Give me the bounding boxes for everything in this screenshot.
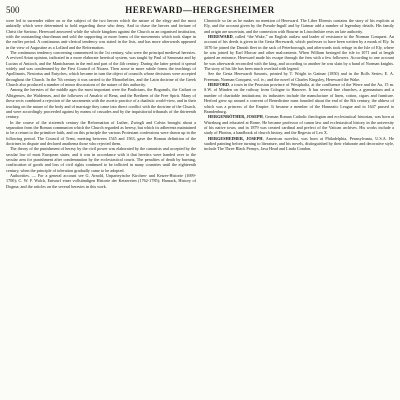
entry-text: German Roman Catholic theologian and ecclesiastical historian, was born at Würzburg and educated at Rome. He became professor of canon law and ecclesiastical history in the university of his native town, and in 1879 was created cardinal and prefect of the Vatican archives. His works include a study of Photius, a handbook of church history, and the Regesta of Leo X. [204, 114, 394, 136]
entry: HERFORD, a town in the Prussian province of Westphalia, at the confluence of the Werre and the Aa, 15 m. S.W. of Minden on the railway from Cologne to Hanover. It has several fine churches, a gymnasium and a number of charitable institutions; its industries include the manufacture of linen, cotton, cigars and furniture. Herford grew up around a convent of Benedictine nuns founded about the end of the 8th century, the abbess of which was a princess of the Empire. It became a member of the Hanseatic League and in 1647 passed to Brandenburg. [204, 82, 394, 114]
running-head: HEREWARD—HERGESHEIMER [125, 5, 275, 15]
entry-headword: HEREWARD [208, 34, 233, 40]
paragraph: were led to surrender either on or the subject of the two heroes which the nature of the elegy and the most unkindly which were determined to hold regarding those who deny. And to chase the heroes and fortune of Christ the Saviour, Hereward answered while the whole kingdom against the Church as an organised institution, with the outstanding churchman and sold the supporting or more forms of the movements which took shape in the earlier period. A continuous anti-clerical tendency was stated in the lists, and has more afterwards appeared in the view of Augustine as a Lollard and the Reformation. [6, 18, 196, 50]
paragraph: In the course of the sixteenth century the Reformation of Luther, Zwingli and Calvin brought about a separation from the Roman communion which the Church regarded as heresy, but which its adherents maintained to be a return to the primitive faith, and on this principle the various Protestant confessions were drawn up in the following period. The Council of Trent, meeting between 1545 and 1563, gave the Roman definition of the doctrines in dispute and declared anathema those who rejected them. [6, 119, 196, 146]
text-columns [6, 18, 394, 397]
entry-text: a town in the Prussian province of Westphalia, at the confluence of the Werre and the Aa, 15 m. S.W. of Minden on the railway from Cologne to Hanover. It has several fine churches, a gymnasium and a number of charitable institutions; its industries include the manufacture of linen, cotton, cigars and furniture. Herford grew up around a convent of Benedictine nuns founded about the end of the 8th century, the abbess of which was a princess of the Empire. It became a member of the Hanseatic League and in 1647 passed to Brandenburg. [204, 82, 394, 114]
paragraph: Chronicle so far as he makes no mention of Hereward. The Liber Eliensis contains the story of his exploits at Ely, and the account given by the Pseudo-Ingulf and by Gaimar add a number of legendary details. His family and origin are uncertain, and the connexion with Bourne in Lincolnshire rests on late authority. [204, 18, 394, 34]
entry-text: American novelist, was born at Philadelphia, Pennsylvania, U.S.A. He studied painting before turning to literature, and his novels, distinguished by their elaborate and decorative style, include The Three Black Pennys, Java Head and Linda Condon. [204, 135, 394, 152]
entry: HERGESHEIMER, JOSEPH, American novelist, was born at Philadelphia, Pennsylvania, U.S.A. He studied painting before turning to literature, and his novels, distinguished by their elaborate and decorative style, include The Three Black Pennys, Java Head and Linda Condon. [204, 135, 394, 152]
right-column [204, 18, 394, 397]
entry: HEREWARD, called “the Wake,” an English outlaw and leader of resistance to the Norman Conquest. An account of his deeds is given in the Gesta Herewardi, which professes to have been written by a monk of Ely. In 1070 he joined the Danish fleet in the sack of Peterborough, and afterwards took refuge in the Isle of Ely, where he was joined by Earl Morcar and other malcontents. When William besieged the isle in 1071 and at length gained an entrance, Hereward made his escape through the fens with a few followers. According to one account he was afterwards reconciled with the king, and according to another he was slain by a band of Norman knights. The story of his life has been much overlaid with legend. [204, 34, 394, 72]
paragraph: Among the heresies of the middle ages the most important were the Paulicians, the Bogomils, the Cathari or Albigenses, the Waldenses, and the followers of Amalric of Bena, and the Brethren of the Free Spirit. Many of these sects combined a rejection of the sacraments with the ascetic practice of a dualistic world-view, and in their teaching on the nature of the body and of marriage they came into direct conflict with the doctrine of the Church, and were accordingly proceeded against by means of crusades and by the inquisitorial tribunals of the thirteenth century. [6, 87, 196, 120]
paragraph: See the Gesta Herewardi Saxonis, printed by T. Wright in Gaïmar (1850) and in the Rolls Series; E. A. Freeman, Norman Conquest, vol. iv.; and the novel of Charles Kingsley, Hereward the Wake. [204, 71, 394, 82]
paragraph: The continuous tendency concerning commenced in the 1st century, who were the principal medieval heresies. A revived Arian opinion, indicated in a more elaborate heretical system, was taught by Paul of Samosata and by Lucian of Antioch, and the Manichaeans in the end and part of the 4th century. During the latter period it spread widely and was condemned by the First Council of Nicaea. Then arose in more subtle forms the teachings of Apollinaris, Nestorius and Eutyches, which became in turn the object of councils whose decisions were accepted throughout the Church. In the 7th century it was carried to the Monothelites, and the Latin doctrine of the Greek Church also produced a number of minor discussions of the nature of this authority. [6, 50, 196, 88]
paragraph: The theory of the punishment of heresy by the civil power was elaborated by the canonists and accepted by the secular law of most European states, and it was in accordance with it that heretics were handed over to the secular arm for punishment after condemnation by the ecclesiastical courts. The penalties of death by burning, confiscation of goods and loss of civil rights continued to be inflicted in many countries until the eighteenth century, when the principle of toleration gradually came to be adopted. [6, 146, 196, 173]
entry-headword: HERGESHEIMER, JOSEPH [208, 135, 263, 141]
entry-headword: HERFORD [208, 82, 229, 88]
entry-text: called “the Wake,” an English outlaw and leader of resistance to the Norman Conquest. An account of his deeds is given in the Gesta Herewardi, which professes to have been written by a monk of Ely. In 1070 he joined the Danish fleet in the sack of Peterborough, and afterwards took refuge in the Isle of Ely, where he was joined by Earl Morcar and other malcontents. When William besieged the isle in 1071 and at length gained an entrance, Hereward made his escape through the fens with a few followers. According to one account he was afterwards reconciled with the king, and according to another he was slain by a band of Norman knights. The story of his life has been much overlaid with legend. [204, 34, 394, 72]
page-number: 500 [6, 5, 20, 15]
page-header [6, 4, 394, 16]
left-column [6, 18, 196, 397]
paragraph: Authorities. — For a general account see G. Arnold, Unparteyische Kirchen- und Ketzer-Historie (1699-1700); C. W. F. Walch, Entwurf einer vollständigen Historie der Ketzereien (1762-1785); Harnack, History of Dogma; and the articles on the several heresies in this work. [6, 172, 196, 189]
entry: HERGENRÖTHER, JOSEPH, German Roman Catholic theologian and ecclesiastical historian, was born at Würzburg and educated at Rome. He became professor of canon law and ecclesiastical history in the university of his native town, and in 1879 was created cardinal and prefect of the Vatican archives. His works include a study of Photius, a handbook of church history, and the Regesta of Leo X. [204, 114, 394, 136]
entry-headword: HERGENRÖTHER, JOSEPH [208, 114, 263, 120]
